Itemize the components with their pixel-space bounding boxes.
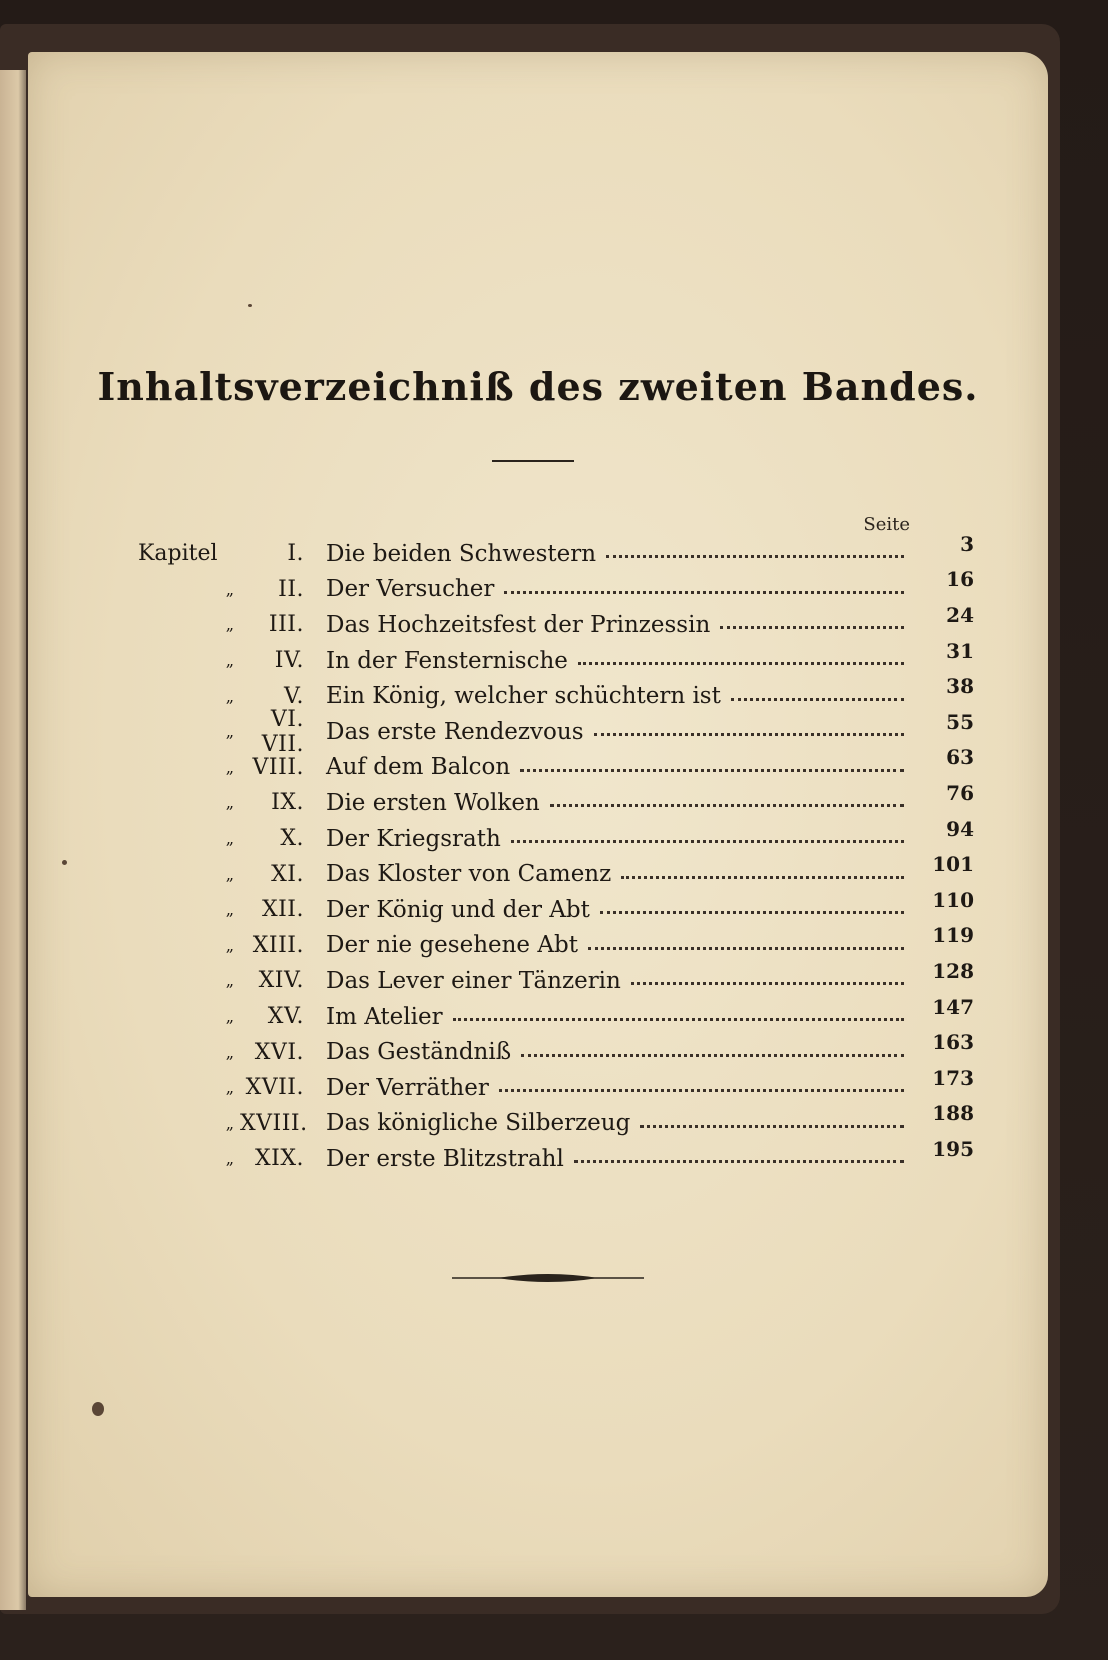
left-page-edge [0, 70, 26, 1610]
book-page [28, 52, 1048, 1597]
page-number: 55 [946, 709, 974, 734]
dot-leader [594, 733, 905, 736]
page-number: 128 [932, 958, 974, 983]
dot-leader [640, 1125, 904, 1128]
chapter-title: Das Geständniß [326, 1039, 512, 1066]
toc-entry [138, 816, 974, 857]
dot-leader [574, 1160, 904, 1163]
chapter-numeral: XV. [267, 1004, 304, 1030]
toc-entry [138, 602, 974, 643]
toc-entry [138, 923, 974, 964]
page-number: 31 [946, 638, 974, 663]
page-number: 3 [960, 531, 974, 556]
toc-entry [138, 638, 974, 679]
page-number: 173 [932, 1065, 974, 1090]
toc-entry [138, 706, 974, 757]
page-number: 188 [932, 1101, 974, 1126]
chapter-title: Auf dem Balcon [326, 754, 511, 781]
chapter-title: Der Versucher [326, 576, 495, 603]
ditto-mark: „ [225, 900, 234, 920]
page-title: Inhaltsverzeichniß des zweiten Bandes. [97, 364, 979, 409]
page-number: 63 [946, 745, 974, 770]
chapter-numeral: X. [280, 826, 304, 852]
chapter-numeral: XI. [271, 861, 304, 887]
chapter-title: Die beiden Schwestern [326, 540, 597, 567]
dot-leader [520, 769, 904, 772]
chapter-title: Das erste Rendezvous [326, 718, 584, 745]
dot-leader [578, 662, 904, 665]
page-number: 76 [946, 780, 974, 805]
ditto-mark: „ [225, 651, 234, 671]
ditto-mark: „ [225, 1042, 234, 1062]
ditto-mark: „ [225, 935, 234, 955]
toc-entry [138, 852, 974, 892]
page-number: 110 [932, 887, 974, 912]
ditto-mark: „ [225, 722, 234, 742]
ditto-mark: „ [225, 615, 234, 635]
chapter-numeral: XVIII. [240, 1110, 308, 1136]
chapter-numeral: II. [278, 576, 304, 602]
dot-leader [631, 982, 904, 985]
page-number: 101 [932, 852, 974, 877]
chapter-numeral: V. [283, 683, 304, 709]
ditto-mark: „ [225, 1007, 234, 1027]
toc-entry [138, 958, 974, 999]
toc-entry [138, 1030, 974, 1070]
dot-leader [511, 840, 904, 843]
chapter-title: In der Fensternische [326, 647, 568, 674]
chapter-numeral: XIV. [258, 968, 304, 994]
page-number: 147 [932, 994, 974, 1019]
ditto-mark: „ [225, 1078, 234, 1098]
chapter-title: Der König und der Abt [326, 896, 590, 923]
chapter-numeral: XVI. [254, 1039, 304, 1065]
page-number: 163 [932, 1030, 974, 1055]
chapter-title: Ein König, welcher schüchtern ist [326, 683, 721, 710]
dot-leader [550, 804, 904, 807]
page-number: 195 [932, 1136, 974, 1161]
chapter-title: Der Verräther [326, 1074, 489, 1101]
toc-entry [138, 1101, 974, 1142]
page-number: 94 [946, 816, 974, 841]
dot-leader [453, 1018, 904, 1021]
chapter-numeral: IX. [271, 790, 304, 816]
chapter-word: Kapitel [138, 541, 218, 567]
toc-entry [138, 1065, 974, 1106]
dot-leader [731, 698, 904, 701]
chapter-title: Das königliche Silberzeug [326, 1110, 631, 1137]
page-number: 38 [946, 674, 974, 699]
dot-leader [600, 911, 904, 914]
page-number: 24 [946, 602, 974, 627]
toc-entry [138, 745, 974, 786]
chapter-title: Die ersten Wolken [326, 789, 540, 816]
ditto-mark: „ [225, 793, 234, 813]
dot-leader [720, 626, 904, 629]
ditto-mark: „ [225, 579, 234, 599]
dot-leader [499, 1089, 904, 1092]
chapter-numeral: VI. VII. [261, 706, 304, 757]
ditto-mark: „ [225, 1113, 234, 1133]
ornament-divider [448, 1268, 648, 1288]
toc-entry [138, 887, 974, 928]
chapter-numeral: I. [287, 541, 304, 567]
toc-entry [138, 531, 974, 572]
paper-speck [62, 860, 67, 865]
page-number: 16 [946, 567, 974, 592]
ditto-mark: „ [225, 686, 234, 706]
chapter-numeral: XVII. [245, 1075, 304, 1101]
toc-entry [138, 994, 974, 1035]
table-of-contents [138, 531, 974, 1177]
title-rule [492, 460, 574, 462]
paper-speck [248, 304, 252, 307]
toc-entry [138, 780, 974, 821]
chapter-numeral: XIX. [254, 1146, 304, 1172]
chapter-title: Der nie gesehene Abt [326, 932, 578, 959]
chapter-title: Im Atelier [326, 1003, 443, 1030]
page-number: 119 [932, 923, 974, 948]
chapter-title: Das Hochzeitsfest der Prinzessin [326, 611, 711, 638]
paper-speck [92, 1402, 104, 1416]
chapter-title: Der Kriegsrath [326, 825, 501, 852]
toc-entry [138, 1136, 974, 1177]
ditto-mark: „ [225, 757, 234, 777]
ditto-mark: „ [225, 864, 234, 884]
ditto-mark: „ [225, 971, 234, 991]
chapter-numeral: XII. [261, 897, 304, 923]
toc-entry [138, 567, 974, 608]
dot-leader [606, 555, 904, 558]
chapter-title: Das Lever einer Tänzerin [326, 967, 621, 994]
chapter-title: Der erste Blitzstrahl [326, 1145, 564, 1172]
chapter-numeral: IV. [274, 648, 304, 674]
dot-leader [504, 591, 904, 594]
dot-leader [521, 1054, 904, 1057]
ditto-mark: „ [225, 829, 234, 849]
dot-leader [588, 947, 904, 950]
chapter-numeral: VIII. [252, 754, 304, 780]
dot-leader [621, 876, 904, 879]
page-column-label: Seite [863, 514, 910, 535]
chapter-numeral: XIII. [252, 932, 304, 958]
chapter-numeral: III. [268, 612, 304, 638]
chapter-title: Das Kloster von Camenz [326, 861, 612, 888]
ditto-mark: „ [225, 1149, 234, 1169]
